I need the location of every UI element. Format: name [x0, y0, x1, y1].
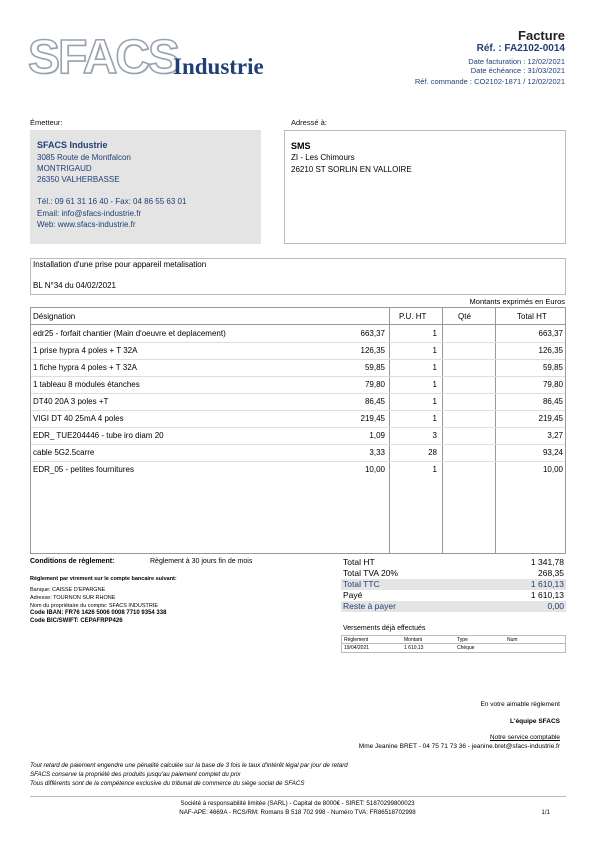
- emetteur-name: SFACS Industrie: [37, 140, 108, 150]
- cell-total: 93,24: [542, 448, 563, 457]
- payments-title: Versements déjà effectués: [343, 625, 426, 632]
- cell-pu: 3,33: [369, 448, 385, 457]
- payments-col-num: Num: [507, 637, 518, 643]
- destinataire-label: Adressé à:: [291, 118, 327, 127]
- cell-qte: 1: [432, 465, 437, 474]
- cell-pu: 86,45: [364, 397, 385, 406]
- legal-line-1: Tout retard de paiement engendre une pénalité calculée sur la base de 3 fois le taux d'intérêt légal par jour de retard: [30, 762, 348, 769]
- payments-col-reglement: Règlement: [344, 637, 369, 643]
- emetteur-email[interactable]: Email: info@sfacs-industrie.fr: [37, 209, 142, 218]
- emetteur-address-2: MONTRIGAUD: [37, 164, 92, 173]
- total-ht-row: Total HT 1 341,78: [343, 557, 564, 567]
- cell-designation: 1 tableau 8 modules étanches: [33, 380, 140, 389]
- invoice-description-box: [30, 258, 566, 295]
- emetteur-address-1: 3085 Route de Montfalcon: [37, 153, 131, 162]
- table-header: [31, 308, 565, 325]
- table-row: [31, 427, 565, 445]
- cell-pu: 126,35: [360, 346, 385, 355]
- table-row: [31, 410, 565, 428]
- total-tva-row: Total TVA 20% 268,35: [343, 568, 564, 578]
- account-owner: Nom du propriétaire du compte: SFACS INDUSTRIE: [30, 603, 159, 609]
- cell-designation: edr25 - forfait chantier (Main d'oeuvre et deplacement): [33, 329, 226, 338]
- page-number: 1/1: [541, 809, 550, 816]
- cell-pu: 10,00: [364, 465, 385, 474]
- payments-col-montant: Montant: [404, 637, 423, 643]
- cell-total: 59,85: [542, 363, 563, 372]
- table-row: [31, 393, 565, 411]
- closing-signature: L'équipe SFACS: [510, 718, 560, 725]
- destinataire-box: [284, 130, 566, 244]
- col-qte: Qté: [458, 312, 471, 321]
- cell-designation: 1 fiche hypra 4 poles + T 32A: [33, 363, 137, 372]
- total-ttc-row: Total TTC 1 610,13: [343, 579, 564, 589]
- cell-designation: 1 prise hypra 4 poles + T 32A: [33, 346, 138, 355]
- cell-qte: 28: [428, 448, 437, 457]
- virement-title: Règlement par virement sur le compte bancaire suivant:: [30, 576, 177, 582]
- company-logo-sfacs: SFACS: [28, 31, 179, 84]
- cell-designation: EDR_ TUE204446 - tube iro diam 20: [33, 431, 164, 440]
- destinataire-name: SMS: [291, 141, 311, 151]
- emetteur-web[interactable]: Web: www.sfacs-industrie.fr: [37, 220, 136, 229]
- payment-type: Chèque: [457, 645, 475, 651]
- accounting-service: Notre service comptable: [489, 734, 560, 741]
- table-row: [31, 359, 565, 377]
- description-line-1: Installation d'une prise pour appareil metalisation: [33, 260, 207, 269]
- bank-address: Adresse: TOURNON SUR RHONE: [30, 595, 116, 601]
- footer-line-1: Société à responsabilité limitée (SARL) - Capital de 8000€ - SIRET: 51870299800023: [180, 800, 415, 807]
- cell-qte: 1: [432, 329, 437, 338]
- payment-amount: 1 610,13: [404, 645, 424, 651]
- conditions-value: Règlement à 30 jours fin de mois: [150, 558, 253, 565]
- cell-total: 10,00: [542, 465, 563, 474]
- cell-designation: cable 5G2.5carre: [33, 448, 95, 457]
- destinataire-address-1: ZI - Les Chimours: [291, 153, 355, 162]
- date-echeance: Date échéance : 31/03/2021: [470, 66, 565, 75]
- legal-line-2: SFACS conserve la propriété des produits jusqu'au paiement complet du prix: [30, 771, 241, 778]
- currency-note: Montants exprimés en Euros: [469, 297, 565, 306]
- ref-commande: Réf. commande : CO2102-1871 / 12/02/2021: [414, 77, 565, 86]
- cell-qte: 3: [432, 431, 437, 440]
- iban: Code IBAN: FR76 1426 5006 0008 7710 9354 338: [30, 610, 167, 616]
- cell-pu: 59,85: [364, 363, 385, 372]
- cell-qte: 1: [432, 414, 437, 423]
- cell-designation: VIGI DT 40 25mA 4 poles: [33, 414, 124, 423]
- cell-qte: 1: [432, 346, 437, 355]
- remaining-row: Reste à payer 0,00: [343, 601, 564, 611]
- cell-pu: 79,80: [364, 380, 385, 389]
- table-row: [31, 325, 565, 343]
- cell-total: 3,27: [547, 431, 563, 440]
- col-pu: P.U. HT: [399, 312, 427, 321]
- cell-qte: 1: [432, 380, 437, 389]
- cell-qte: 1: [432, 363, 437, 372]
- conditions-label: Conditions de règlement:: [30, 558, 115, 565]
- paid-row: Payé 1 610,13: [343, 590, 564, 600]
- cell-pu: 663,37: [360, 329, 385, 338]
- bic: Code BIC/SWIFT: CEPAFRPP426: [30, 618, 123, 624]
- payments-col-type: Type: [457, 637, 468, 643]
- invoice-title: Facture: [518, 28, 565, 43]
- closing-line: En votre aimable règlement: [480, 701, 560, 708]
- cell-pu: 1,09: [369, 431, 385, 440]
- cell-total: 126,35: [538, 346, 563, 355]
- payment-date: 19/04/2021: [344, 645, 370, 651]
- table-row: [31, 444, 565, 462]
- description-line-2: BL N°34 du 04/02/2021: [33, 281, 116, 290]
- bank-name: Banque: CAISSE D'EPARGNE: [30, 587, 106, 593]
- cell-total: 86,45: [542, 397, 563, 406]
- company-logo-industrie: Industrie: [173, 54, 264, 79]
- table-row: [31, 461, 565, 478]
- emetteur-address-3: 26350 VALHERBASSE: [37, 175, 120, 184]
- col-total: Total HT: [517, 312, 547, 321]
- invoice-lines-table: [30, 307, 566, 554]
- emetteur-label: Émetteur:: [30, 118, 63, 127]
- table-row: [31, 342, 565, 360]
- emetteur-tel: Tél.: 09 61 31 16 40 - Fax: 04 86 55 63 01: [37, 197, 187, 206]
- payments-table: [341, 635, 566, 653]
- legal-line-3: Tous différents sont de la compétence exclusive du tribunal de commerce du siège social de SFACS: [30, 780, 305, 787]
- invoice-ref: Réf. : FA2102-0014: [476, 43, 565, 54]
- cell-designation: EDR_05 - petites fournitures: [33, 465, 134, 474]
- cell-total: 663,37: [538, 329, 563, 338]
- col-designation: Désignation: [33, 312, 76, 321]
- footer-line-2: NAF-APE: 4669A - RCS/RM: Romans B 518 702 998 - Numéro TVA: FR86518702998: [179, 809, 416, 816]
- footer-divider: [30, 796, 566, 797]
- table-row: [31, 376, 565, 394]
- cell-total: 219,45: [538, 414, 563, 423]
- cell-total: 79,80: [542, 380, 563, 389]
- cell-designation: DT40 20A 3 poles +T: [33, 397, 109, 406]
- emetteur-box: [30, 130, 261, 244]
- destinataire-address-2: 26210 ST SORLIN EN VALLOIRE: [291, 165, 412, 174]
- date-facturation: Date facturation : 12/02/2021: [468, 57, 565, 66]
- cell-qte: 1: [432, 397, 437, 406]
- accounting-contact: Mme Jeanine BRET - 04 75 71 73 36 - jeanine.bret@sfacs-industrie.fr: [358, 743, 560, 750]
- cell-pu: 219,45: [360, 414, 385, 423]
